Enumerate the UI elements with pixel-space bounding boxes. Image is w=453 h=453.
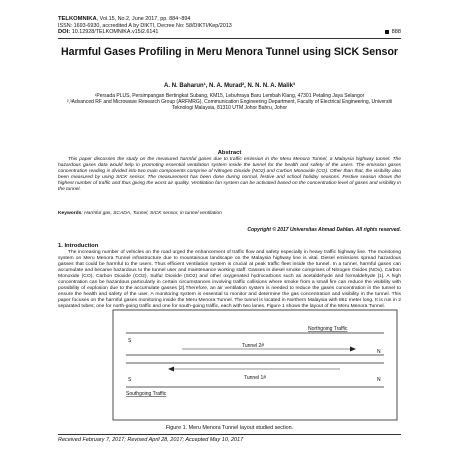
figure-border — [113, 310, 397, 420]
copyright-notice: Copyright © 2017 Universitas Ahmad Dahlan. All rights reserved. — [247, 227, 401, 233]
tunnel-2-label: Tunnel 2# — [242, 343, 265, 349]
keywords — [58, 211, 401, 217]
author-list: A. N. Baharun¹, N. A. Murad², N. N. N. A. Malik³ — [164, 83, 295, 89]
affiliations — [58, 93, 401, 112]
section-heading-introduction: 1. Introduction — [58, 243, 99, 249]
northgoing-arrow-head-icon — [350, 347, 356, 352]
keywords-list: : Harmful gas, SCADA, Tunnel, SICK sensor, in tunnel ventilation — [81, 211, 222, 216]
square-bullet-icon — [385, 30, 389, 34]
abstract-text: This paper discusses the study on the measured harmful gases due to traffic emission in the Meru Menora Tunnel, a Malaysia highway tunnel. The hazardous gases data would help in promoting essential ventilation system inside the tunnel for the health and safety of the users. The emission gases concentration reading is divided into two main components comprise of Nitrogen Dioxide (NO2) and Carbon Monoxide (CO). Other than that, the visibility also been measured by using SICK sensor. The measurement has been done during normal, festive and school holiday seasons. Festive season shows the highest number of traffic and thus giving the worst air quality. Ventilation fan system can be activated based on the concentration level of gases and visibility in the tunnel. — [58, 157, 401, 192]
footer-rule — [58, 434, 401, 435]
top-tube-north-label: N — [377, 349, 381, 355]
bottom-tube-north-label: N — [377, 377, 381, 383]
journal-header — [58, 16, 232, 36]
tunnel-layout-figure — [112, 309, 398, 421]
received-dates: Received February 7, 2017; Revised April 28, 2017; Accepted May 10, 2017 — [58, 437, 244, 443]
page-number-block — [385, 29, 401, 35]
affiliation-2: ²,³Advanced RF and Microwave Research Group (ARFMRG), Communication Engineering Department, Faculty of Electrical Engineering, Universiti Teknologi Malaysia, 81310 UTM Johor Bahru, Johor — [66, 99, 393, 112]
bottom-tube-south-label: S — [128, 377, 132, 383]
affiliation-1: ¹Persada PLUS, Persimpangan Bertingkat Subang, KM15, Lebuhraya Baru Lembah Klang, 47301 Petaling Jaya Selangor — [94, 93, 365, 99]
northgoing-traffic-label: Northgoing Traffic — [308, 326, 348, 332]
doi-line: DOI: 10.12928/TELKOMNIKA.v15i2.6141 — [58, 29, 159, 36]
abstract-heading: Abstract — [217, 150, 242, 156]
page-number: 888 — [391, 29, 401, 35]
keywords-label: Keywords — [58, 211, 82, 216]
paper-title: Harmful Gases Profiling in Meru Menora Tunnel using SICK Sensor — [60, 46, 399, 58]
introduction-text: The increasing number of vehicles on the road urged the enhancement of traffic flow and safety especially in heavy traffic highway line. The monitoring system on Meru Menora Tunnel infrastructure due to mountainous landscape on the Malaysia highway line is vital. Diesel emissions spread hazardous gasses that could be harmful to the users. Thus efficient ventilation system is crucial at peak traffic fleet inside the tunnel. In a tunnel, harmful gases can accumulate and became hazardous to the tunnel user and maintenance working staff. Gasses in diesel smoke comprises of Nitrogen Oxides (NOx), Carbon Monoxide (CO), Carbon Dioxide (CO2), Sulfur Dioxide (SO2) and other oxygenated hydrocarbons such as acetaldehyde and formaldehyde [1]. A high concentration can be hazardous particularly in certain circumstances involving traffic collisions where smoke from a small fire can reduce the visibility with possibility of explosion due to the accumulate gasses [2].Therefore, an air ventilation system is needed to reduce the gases concentration in the tunnel to ensure the health and safety of the user. A monitoring system is essential to monitor and determine the gas concentration and visibility in the tunnel. This paper focuses on the harmful gases monitoring inside the Meru Menora Tunnel. The tunnel is located in Northern Malaysia with 861 meter long. It is run in 2 separated tubes; one for north-going traffic and one for south-going traffic, each with two lanes. Figure 1 shows the layout of the Meru Menora Tunnel. — [58, 250, 401, 309]
southgoing-traffic-label: Southgoing Traffic — [126, 391, 167, 397]
top-tube-south-label: S — [128, 338, 132, 344]
journal-volume-line: TELKOMNIKA, Vol.15, No.2, June 2017, pp. 884~894 — [58, 16, 191, 22]
header-rule — [58, 38, 401, 39]
journal-name: TELKOMNIKA — [58, 16, 97, 22]
tunnel-1-label: Tunnel 1# — [244, 375, 267, 381]
figure-caption: Figure 1. Meru Menora Tunnel layout studied section. — [165, 425, 294, 431]
southgoing-arrow-head-icon — [168, 367, 174, 372]
issn-line: ISSN: 1693-6930, accredited A by DIKTI, Decree No: 58/DIKTI/Kep/2013 — [58, 22, 232, 29]
